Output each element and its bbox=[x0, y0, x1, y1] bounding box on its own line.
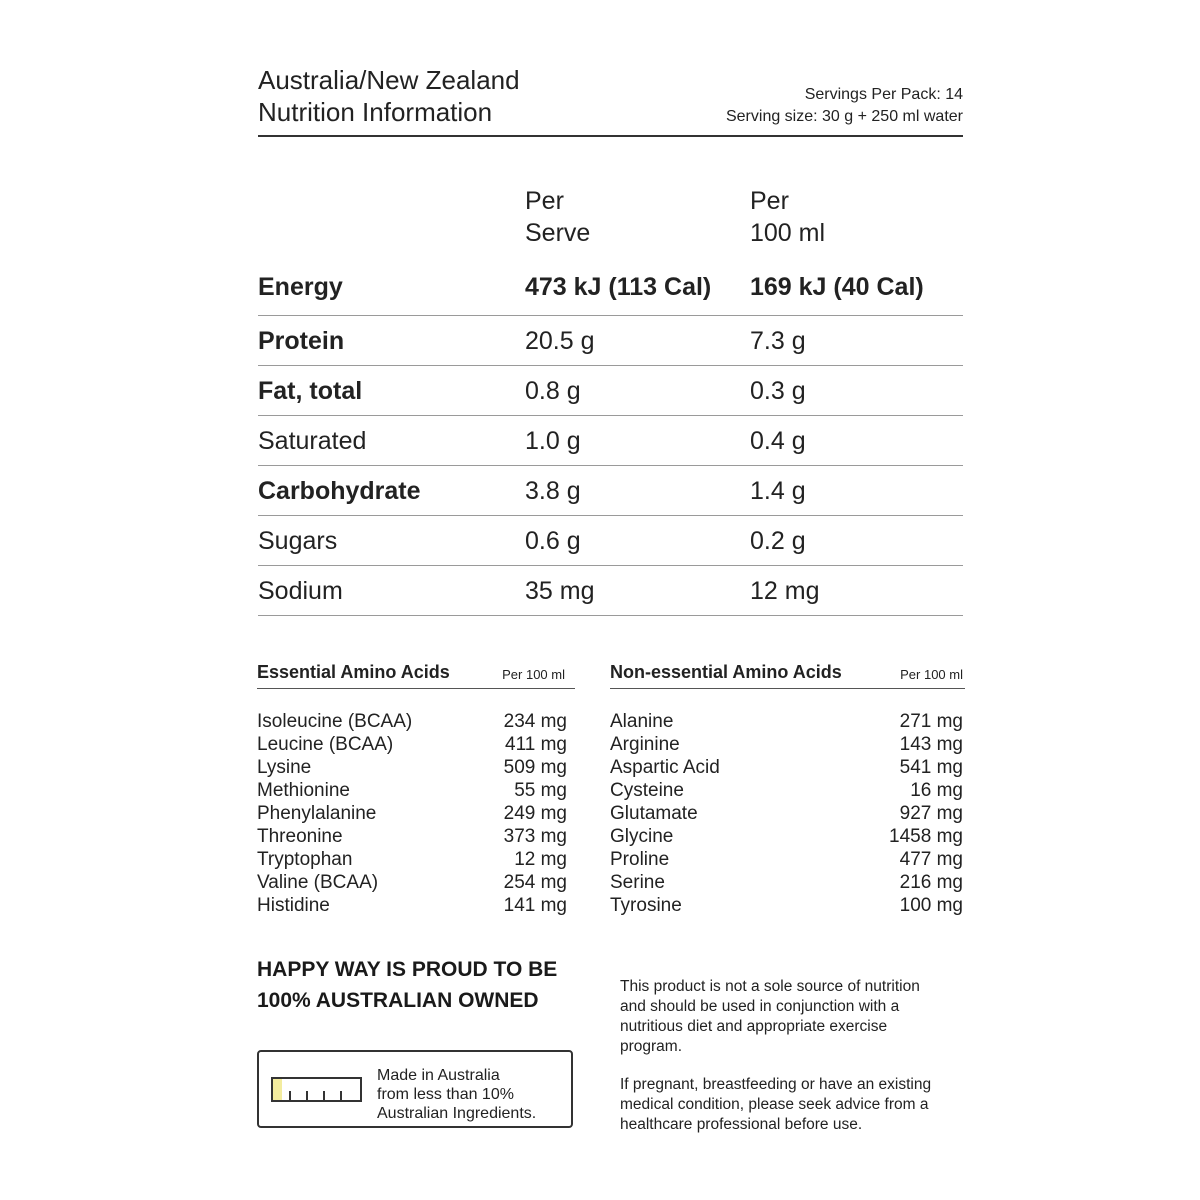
list-item bbox=[257, 848, 567, 871]
nutrient-label: Saturated bbox=[258, 427, 367, 455]
amino-name: Threonine bbox=[257, 826, 343, 847]
list-item bbox=[610, 779, 963, 802]
amino-name: Arginine bbox=[610, 734, 680, 755]
nutrient-label: Sodium bbox=[258, 577, 343, 605]
amino-value: 249 mg bbox=[503, 803, 567, 824]
amino-name: Leucine (BCAA) bbox=[257, 734, 394, 755]
nutrition-row-protein bbox=[258, 315, 963, 366]
per-100ml-value: 0.3 g bbox=[750, 377, 806, 405]
amino-value: 143 mg bbox=[899, 734, 963, 755]
list-item bbox=[257, 779, 567, 802]
amino-value: 927 mg bbox=[899, 803, 963, 824]
essential-amino-list bbox=[257, 710, 567, 917]
amino-name: Glutamate bbox=[610, 803, 698, 824]
per-serve-value: 0.6 g bbox=[525, 527, 581, 555]
disclaimer-line: healthcare professional before use. bbox=[620, 1116, 863, 1133]
list-item bbox=[610, 871, 963, 894]
per-serve-value: 473 kJ (113 Cal) bbox=[525, 273, 712, 301]
amino-value: 55 mg bbox=[514, 780, 567, 801]
list-item bbox=[257, 710, 567, 733]
per-serve-value: 20.5 g bbox=[525, 327, 595, 355]
badge-text bbox=[377, 1066, 536, 1123]
title-line-2: Nutrition Information bbox=[258, 97, 493, 127]
amino-name: Cysteine bbox=[610, 780, 684, 801]
nutrient-label: Fat, total bbox=[258, 377, 363, 405]
per-serve-value: 1.0 g bbox=[525, 427, 581, 455]
australian-owned-statement bbox=[257, 954, 557, 1016]
badge-line-2: from less than 10% bbox=[377, 1086, 514, 1103]
serving-size: Serving size: 30 g + 250 ml water bbox=[725, 108, 963, 125]
nutrient-label: Sugars bbox=[258, 527, 338, 555]
list-item bbox=[257, 825, 567, 848]
amino-value: 16 mg bbox=[910, 780, 963, 801]
amino-name: Proline bbox=[610, 849, 670, 870]
amino-name: Alanine bbox=[610, 711, 674, 732]
per-100ml-value: 12 mg bbox=[750, 577, 820, 605]
list-item bbox=[610, 710, 963, 733]
amino-name: Aspartic Acid bbox=[610, 757, 720, 778]
disclaimer-line: If pregnant, breastfeeding or have an existing bbox=[620, 1076, 932, 1093]
nutrition-row-sugars bbox=[258, 515, 963, 566]
amino-value: 100 mg bbox=[899, 895, 963, 916]
list-item bbox=[257, 802, 567, 825]
meter-tick bbox=[340, 1091, 342, 1100]
essential-amino-header bbox=[257, 660, 575, 689]
nutrient-label: Energy bbox=[258, 273, 343, 301]
disclaimer-line: program. bbox=[620, 1038, 683, 1055]
amino-value: 541 mg bbox=[899, 757, 963, 778]
list-item bbox=[610, 825, 963, 848]
amino-value: 373 mg bbox=[503, 826, 567, 847]
panel-title bbox=[258, 64, 520, 128]
list-item bbox=[610, 733, 963, 756]
amino-value: 141 mg bbox=[503, 895, 567, 916]
amino-value: 271 mg bbox=[899, 711, 963, 732]
meter-tick bbox=[289, 1091, 291, 1100]
list-item bbox=[610, 802, 963, 825]
per-100ml-value: 0.2 g bbox=[750, 527, 806, 555]
col-header-per-serve bbox=[525, 185, 590, 249]
essential-amino-per: Per 100 ml bbox=[502, 667, 565, 682]
badge-line-1: Made in Australia bbox=[377, 1067, 500, 1084]
col-header-per-100ml-line1: Per bbox=[750, 187, 789, 215]
list-item bbox=[257, 733, 567, 756]
nutrition-row-saturated bbox=[258, 415, 963, 466]
amino-name: Isoleucine (BCAA) bbox=[257, 711, 413, 732]
title-line-1: Australia/New Zealand bbox=[258, 65, 520, 95]
amino-value: 411 mg bbox=[505, 734, 567, 755]
amino-value: 254 mg bbox=[503, 872, 567, 893]
amino-name: Serine bbox=[610, 872, 665, 893]
nonessential-amino-heading: Non-essential Amino Acids bbox=[610, 662, 842, 682]
essential-amino-heading: Essential Amino Acids bbox=[257, 662, 450, 682]
disclaimer-line: and should be used in conjunction with a bbox=[620, 998, 900, 1015]
per-100ml-value: 0.4 g bbox=[750, 427, 806, 455]
disclaimer-paragraph-2 bbox=[620, 1075, 980, 1135]
nutrition-row-energy bbox=[258, 265, 963, 316]
australian-ingredients-meter bbox=[271, 1077, 362, 1102]
meter-tick bbox=[323, 1091, 325, 1100]
per-serve-value: 0.8 g bbox=[525, 377, 581, 405]
list-item bbox=[257, 894, 567, 917]
nutrient-label: Protein bbox=[258, 327, 345, 355]
amino-name: Valine (BCAA) bbox=[257, 872, 379, 893]
col-header-per-100ml bbox=[750, 185, 825, 249]
badge-line-3: Australian Ingredients. bbox=[377, 1105, 537, 1122]
per-100ml-value: 7.3 g bbox=[750, 327, 806, 355]
nonessential-amino-header bbox=[610, 660, 965, 689]
amino-name: Tyrosine bbox=[610, 895, 682, 916]
disclaimer-line: medical condition, please seek advice from a bbox=[620, 1096, 929, 1113]
list-item bbox=[257, 756, 567, 779]
nonessential-amino-per: Per 100 ml bbox=[900, 667, 963, 682]
col-header-per-100ml-line2: 100 ml bbox=[750, 219, 826, 247]
disclaimer-paragraph-1 bbox=[620, 977, 980, 1057]
per-100ml-value: 169 kJ (40 Cal) bbox=[750, 273, 924, 301]
amino-name: Lysine bbox=[257, 757, 312, 778]
meter-fill bbox=[273, 1079, 282, 1100]
per-100ml-value: 1.4 g bbox=[750, 477, 806, 505]
header-divider bbox=[258, 135, 963, 137]
nutrition-row-carbohydrate bbox=[258, 465, 963, 516]
nutrition-row-fat-total bbox=[258, 365, 963, 416]
servings-per-pack: Servings Per Pack: 14 bbox=[804, 86, 963, 103]
meter-tick bbox=[306, 1091, 308, 1100]
amino-name: Glycine bbox=[610, 826, 674, 847]
amino-value: 216 mg bbox=[899, 872, 963, 893]
amino-value: 234 mg bbox=[503, 711, 567, 732]
col-header-per-serve-line2: Serve bbox=[525, 219, 591, 247]
amino-name: Methionine bbox=[257, 780, 350, 801]
country-of-origin-badge bbox=[257, 1050, 573, 1128]
col-header-per-serve-line1: Per bbox=[525, 187, 564, 215]
proud-line-1: HAPPY WAY IS PROUD TO BE bbox=[257, 958, 558, 981]
list-item bbox=[610, 848, 963, 871]
list-item bbox=[610, 756, 963, 779]
per-serve-value: 3.8 g bbox=[525, 477, 581, 505]
amino-name: Histidine bbox=[257, 895, 330, 916]
nonessential-amino-list bbox=[610, 710, 963, 917]
amino-name: Tryptophan bbox=[257, 849, 353, 870]
disclaimer-line: nutritious diet and appropriate exercise bbox=[620, 1018, 888, 1035]
list-item bbox=[610, 894, 963, 917]
per-serve-value: 35 mg bbox=[525, 577, 595, 605]
proud-line-2: 100% AUSTRALIAN OWNED bbox=[257, 989, 539, 1012]
serving-info bbox=[726, 84, 963, 128]
list-item bbox=[257, 871, 567, 894]
nutrition-row-sodium bbox=[258, 565, 963, 616]
amino-value: 509 mg bbox=[503, 757, 567, 778]
amino-value: 1458 mg bbox=[889, 826, 963, 847]
nutrient-label: Carbohydrate bbox=[258, 477, 421, 505]
disclaimer-line: This product is not a sole source of nutrition bbox=[620, 978, 920, 995]
amino-value: 477 mg bbox=[899, 849, 963, 870]
amino-name: Phenylalanine bbox=[257, 803, 377, 824]
amino-value: 12 mg bbox=[514, 849, 567, 870]
